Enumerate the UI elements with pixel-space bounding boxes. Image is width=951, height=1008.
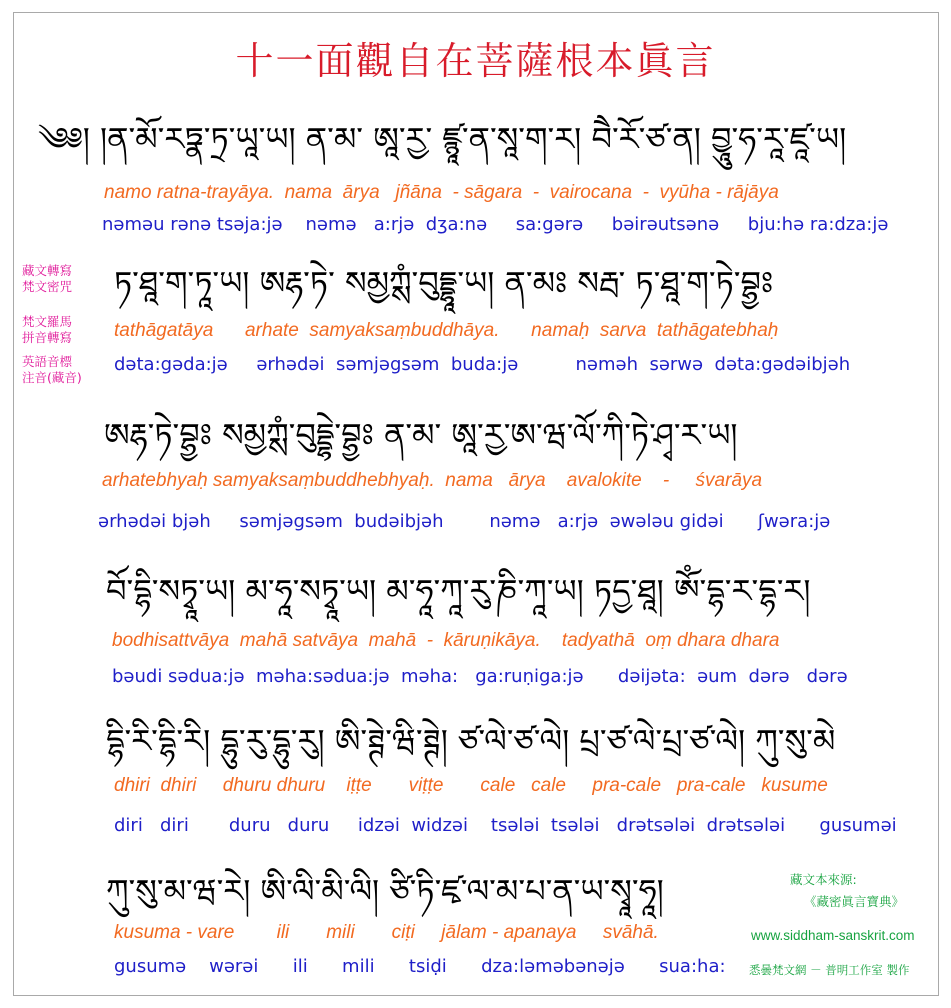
roman-line-2: tathāgatāya arhate samyaksaṃbuddhāya. namaḥ sarva tathāgatebhaḥ	[114, 320, 779, 341]
tibetan-line-3: ཨརྷ་ཏེ་བྷྱཿ སམྱཀྶཾ་བུདྡྷེ་བྷྱཿ ན་མ་ ཨཱ་རྱ་ཨ་ཝ་ལོ་ཀི་ཏེ་ཤྭ་ར་ཡ།	[104, 416, 738, 454]
source-url[interactable]: www.siddham-sanskrit.com	[751, 928, 915, 943]
ipa-line-1: nəməu rənə tsəja:jə nəmə a:rjə dʒa:nə sa:gərə bəirəutsənə bju:hə ra:dza:jə	[102, 214, 889, 235]
source-credit: 悉曇梵文網 － 普明工作室 製作	[749, 963, 910, 977]
source-book: 《藏密眞言寶典》	[804, 894, 905, 909]
ipa-line-3: ərhədəi bjəh səmjəgsəm budəibjəh nəmə a:rjə əwələu gidəi ʃwəra:jə	[98, 511, 831, 532]
page-title: 十一面觀自在菩薩根本眞言	[235, 39, 716, 83]
roman-line-6: kusuma - vare ili mili ciṭi jālam - apanaya svāhā.	[114, 922, 659, 943]
side-label-line: 注音(藏音)	[22, 370, 82, 385]
side-label-line: 梵文羅馬	[22, 314, 73, 329]
ipa-line-2: dəta:gəda:jə ərhədəi səmjəgsəm buda:jə nəməh sərwə dəta:gədəibjəh	[114, 354, 851, 375]
ipa-line-6: gusumə wərəi ili mili tsiḍi dza:ləməbənəjə sua:ha:	[114, 956, 726, 977]
roman-line-1: namo ratna-trayāya. nama ārya jñāna - sāgara - vairocana - vyūha - rājāya	[104, 182, 779, 203]
roman-line-3: arhatebhyaḥ samyaksaṃbuddhebhyaḥ. nama ārya avalokite - śvarāya	[102, 470, 763, 491]
side-label-roman	[22, 314, 122, 346]
tibetan-line-1: ༄༅། །ན་མོ་རཏྣ་ཏྲ་ཡཱ་ཡ། ན་མ་ ཨཱ་རྱ་ ཛྙཱ་ན་སཱ་ག་ར། བཻ་རོ་ཙ་ན། བྱཱུ་ཧ་རཱ་ཛཱ་ཡ།	[38, 120, 847, 158]
tibetan-line-6: ཀུ་སུ་མ་ཝ་རེ། ཨི་ལི་མི་ལི། ཙི་ཏི་ཛྭ་ལ་མ་པ་ན་ཡ་སྭཱ་ཧཱ།	[106, 872, 664, 910]
roman-line-5: dhiri dhiri dhuru dhuru iṭṭe viṭṭe cale cale pra-cale pra-cale kusume	[114, 775, 828, 796]
source-label: 藏文本來源:	[790, 872, 857, 887]
ipa-line-5: diri diri duru duru idzəi widzəi tsələi tsələi drətsələi drətsələi gusuməi	[114, 815, 897, 836]
side-label-line: 梵文密咒	[22, 279, 73, 294]
tibetan-line-4: བོ་དྷི་སཏྭཱ་ཡ། མ་ཧཱ་སཏྭཱ་ཡ། མ་ཧཱ་ཀཱ་རུ་ཎི་ཀཱ་ཡ། ཏདྱ་ཐཱ། ཨོཾ་དྷ་ར་དྷ་ར།	[106, 572, 811, 610]
side-label-ipa	[22, 354, 122, 386]
side-label-line: 英語音標	[22, 354, 73, 369]
ipa-line-4: bəudi sədua:jə məha:sədua:jə məha: ga:ruṇiga:jə dəijəta: əum dərə dərə	[112, 666, 848, 687]
side-label-line: 藏文轉寫	[22, 263, 73, 278]
roman-line-4: bodhisattvāya mahā satvāya mahā - kāruṇikāya. tadyathā oṃ dhara dhara	[112, 630, 780, 651]
tibetan-line-5: དྷི་རི་དྷི་རི། དྷུ་རུ་དྷུ་རུ། ཨི་ཊྚེ་ཝི་ཊྚེ། ཙ་ལེ་ཙ་ལེ། པྲ་ཙ་ལེ་པྲ་ཙ་ལེ། ཀུ་སུ་མེ	[106, 722, 836, 760]
tibetan-line-2: ཏ་ཐཱ་ག་ཏཱ་ཡ། ཨརྷ་ཏེ་ སམྱཀྶཾ་བུདྡྷཱ་ཡ། ན་མཿ སརྦ་ ཏ་ཐཱ་ག་ཏེ་བྷྱཿ	[114, 264, 774, 302]
side-label-line: 拼音轉寫	[22, 330, 73, 345]
side-label-tibetan	[22, 263, 122, 295]
